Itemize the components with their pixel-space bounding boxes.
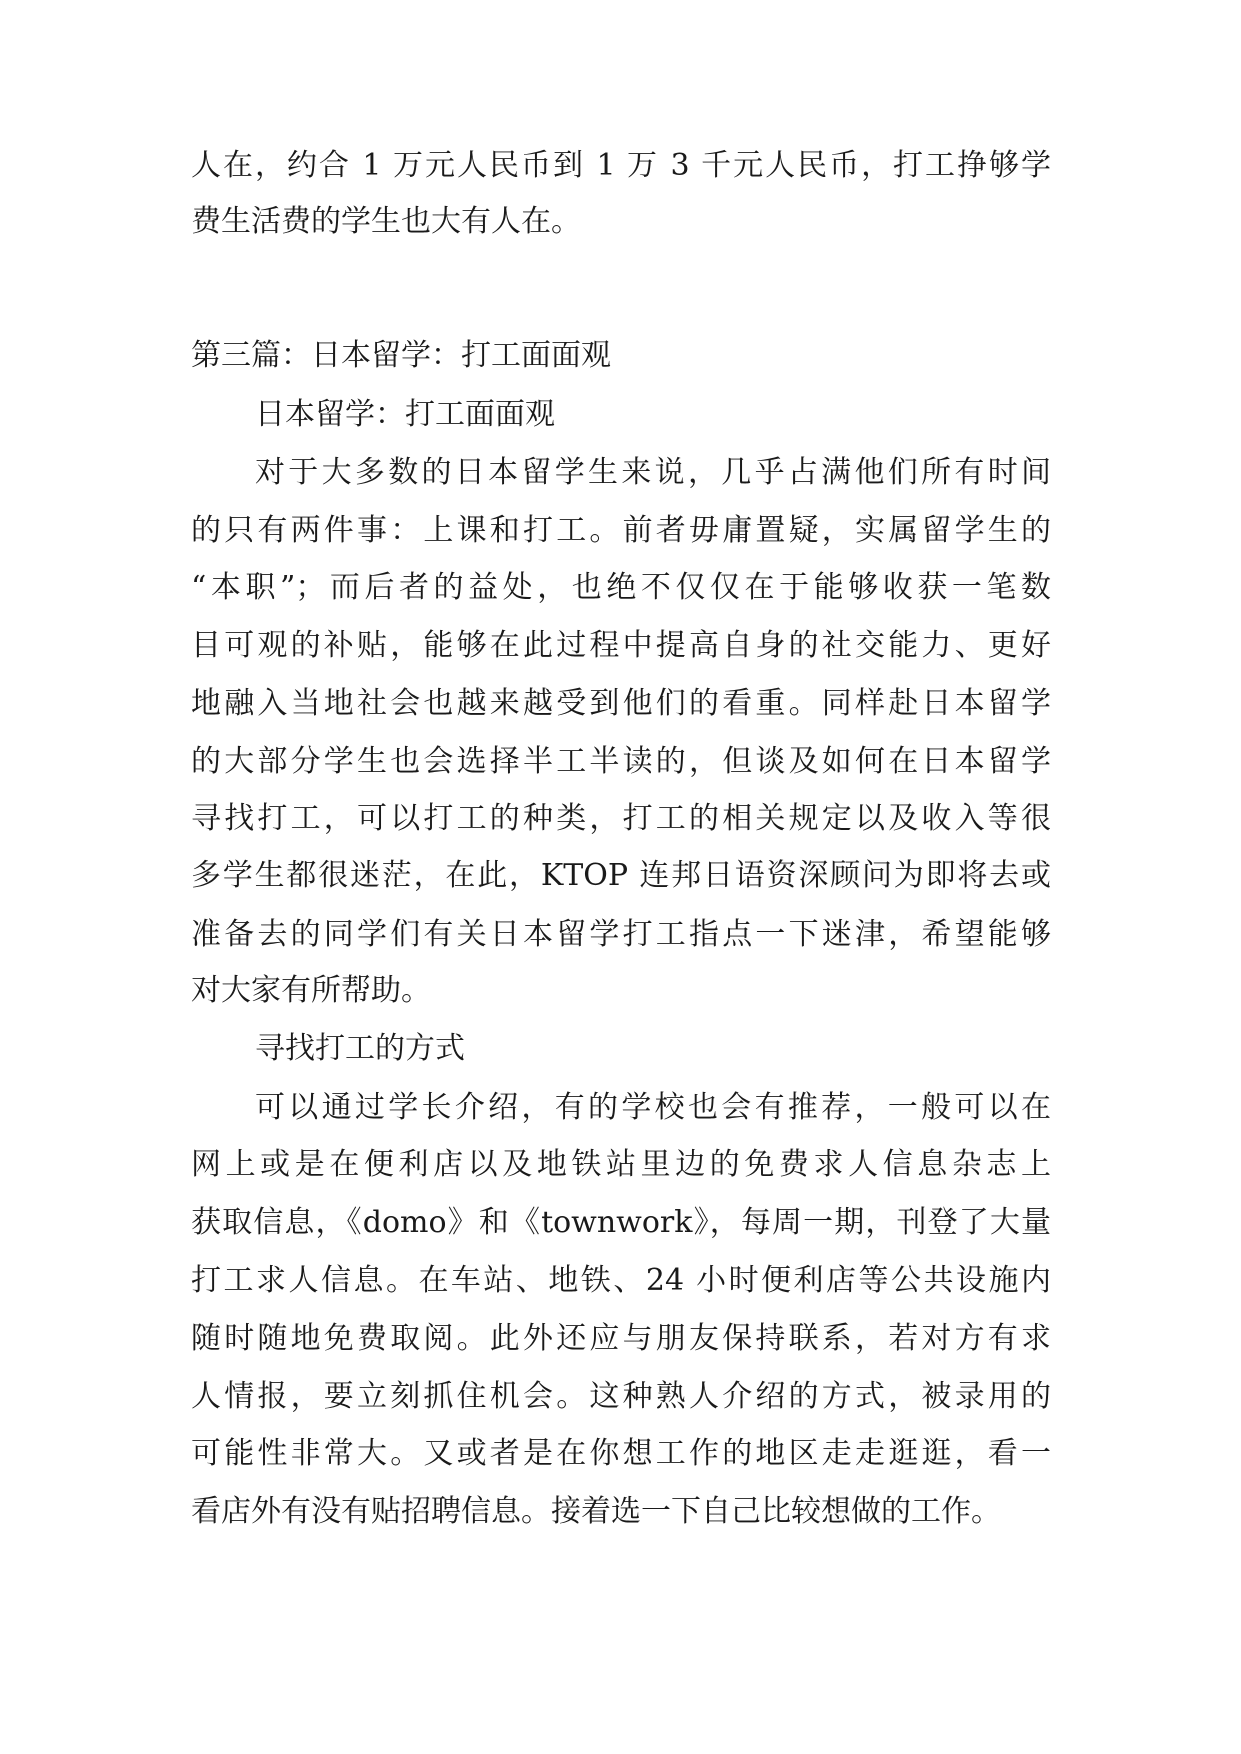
continuation-line-2: 费生活费的学生也大有人在。 bbox=[191, 204, 581, 239]
paragraph1-line-6: 的大部分学生也会选择半工半读的，但谈及如何在日本留学 bbox=[191, 744, 1051, 779]
section-title: 第三篇：日本留学：打工面面观 bbox=[191, 338, 611, 373]
paragraph1-line-7: 寻找打工，可以打工的种类，打工的相关规定以及收入等很 bbox=[191, 801, 1051, 836]
paragraph2-line-8: 看店外有没有贴招聘信息。接着选一下自己比较想做的工作。 bbox=[191, 1494, 1001, 1529]
paragraph1-line-3: “本职”；而后者的益处，也绝不仅仅在于能够收获一笔数 bbox=[191, 570, 1051, 605]
paragraph1-line-9: 准备去的同学们有关日本留学打工指点一下迷津，希望能够 bbox=[191, 917, 1051, 952]
paragraph2-line-5: 随时随地免费取阅。此外还应与朋友保持联系，若对方有求 bbox=[191, 1321, 1051, 1356]
continuation-line-1: 人在，约合 1 万元人民币到 1 万 3 千元人民币，打工挣够学 bbox=[191, 148, 1051, 183]
paragraph2-line-3: 获取信息，《domo》和《townwork》，每周一期，刊登了大量 bbox=[191, 1205, 1051, 1240]
paragraph2-line-4: 打工求人信息。在车站、地铁、24 小时便利店等公共设施内 bbox=[191, 1263, 1051, 1298]
paragraph1-line-10: 对大家有所帮助。 bbox=[191, 973, 431, 1008]
paragraph2-line-2: 网上或是在便利店以及地铁站里边的免费求人信息杂志上 bbox=[191, 1147, 1051, 1182]
paragraph2-line-1: 可以通过学长介绍，有的学校也会有推荐，一般可以在 bbox=[255, 1090, 1051, 1125]
paragraph2-line-6: 人情报，要立刻抓住机会。这种熟人介绍的方式，被录用的 bbox=[191, 1379, 1051, 1414]
paragraph1-line-5: 地融入当地社会也越来越受到他们的看重。同样赴日本留学 bbox=[191, 686, 1051, 721]
paragraph2-line-7: 可能性非常大。又或者是在你想工作的地区走走逛逛，看一 bbox=[191, 1436, 1051, 1471]
paragraph1-line-1: 对于大多数的日本留学生来说，几乎占满他们所有时间 bbox=[255, 455, 1051, 490]
paragraph1-line-8: 多学生都很迷茫，在此，KTOP 连邦日语资深顾问为即将去或 bbox=[191, 858, 1051, 893]
heading-find-work: 寻找打工的方式 bbox=[255, 1031, 465, 1066]
paragraph1-line-2: 的只有两件事：上课和打工。前者毋庸置疑，实属留学生的 bbox=[191, 513, 1051, 548]
subtitle: 日本留学：打工面面观 bbox=[255, 397, 555, 432]
paragraph1-line-4: 目可观的补贴，能够在此过程中提高自身的社交能力、更好 bbox=[191, 628, 1051, 663]
